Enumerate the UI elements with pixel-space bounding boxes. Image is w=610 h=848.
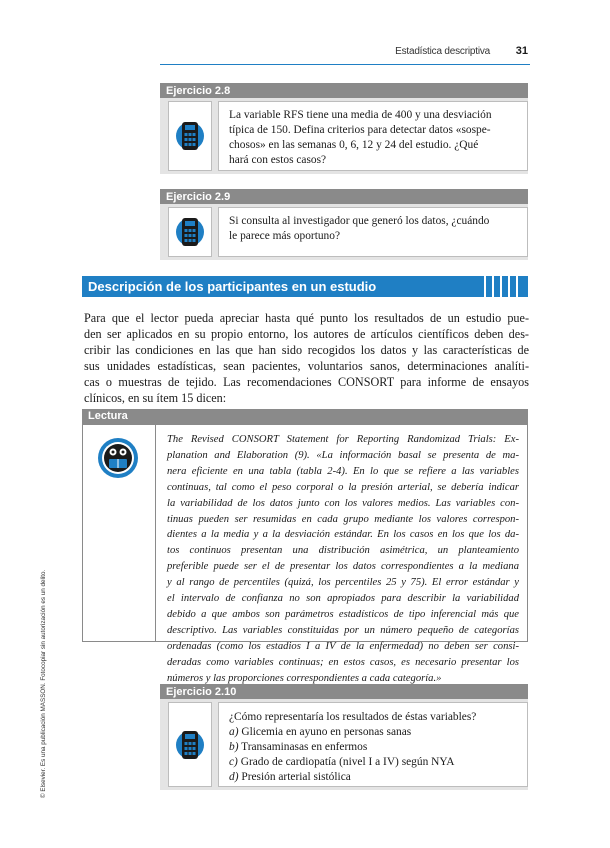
list-item xyxy=(229,740,519,755)
lectura-title: Lectura xyxy=(82,409,528,424)
body-line: clínicos, en su ítem 15 dicen: xyxy=(84,391,227,405)
exercise-2-9-line: Si consulta al investigador que generó los datos, ¿cuándo xyxy=(229,215,490,227)
exercise-2-9-icon-tile xyxy=(168,207,212,257)
lectura-line: tos continuos presentan una distribución asimétrica, un planteamiento xyxy=(167,545,519,557)
banner-stripes xyxy=(480,276,528,297)
exercise-2-9-line: le parece más oportuno? xyxy=(229,230,341,242)
exercise-2-8-line: La variable RFS tiene una media de 400 y una desviación xyxy=(229,109,492,121)
lectura-line: continuas, tal como el peso corporal o la presión arterial, se debería indicar xyxy=(167,481,519,493)
body-line: den ser aplicados en su propio entorno, los autores de artículos científicos deben des- xyxy=(84,327,529,341)
lectura-line: el intervalo de confianza no son apropiados para describir la variabilidad xyxy=(167,593,519,605)
exercise-2-10-text xyxy=(218,702,528,787)
exercise-2-8-title: Ejercicio 2.8 xyxy=(160,83,528,98)
lectura-line: planation and Elaboration (9). «La información basal se presenta de ma- xyxy=(167,449,519,461)
body-line: cas o muestras de tejido. Las recomendaciones CONSORT para informe de ensayos xyxy=(84,375,529,389)
exercise-2-8-icon-tile xyxy=(168,101,212,171)
lectura-line: números y las proporciones correspondientes a cada categoría.» xyxy=(167,672,442,684)
exercise-2-8-box xyxy=(160,98,528,174)
exercise-2-8-text xyxy=(218,101,528,171)
exercise-2-8-line: típica de 150. Defina criterios para detectar datos «sospe- xyxy=(229,124,491,136)
lectura-line: The Revised CONSORT Statement for Reporting Randomizad Trials: Ex- xyxy=(167,434,519,445)
calculator-icon xyxy=(175,116,205,156)
exercise-2-9-title: Ejercicio 2.9 xyxy=(160,189,528,204)
exercise-2-8-line: hará con estos casos? xyxy=(229,154,327,166)
section-title: Descripción de los participantes en un estudio xyxy=(88,279,377,294)
lectura-line: nera eficiente en una tabla (tabla 2-4). En lo que se refiere a las variables xyxy=(167,465,519,477)
body-line: sus unidades estadísticas, sean pacientes, voluntarios sanos, determinaciones analíti- xyxy=(84,359,529,373)
exercise-2-8-line: chosos» en las semanas 0, 6, 12 y 24 del estudio. ¿Qué xyxy=(229,139,479,151)
header-rule xyxy=(160,64,530,65)
list-item-letter: b) xyxy=(229,741,239,753)
exercise-2-10-title: Ejercicio 2.10 xyxy=(160,684,528,699)
calculator-icon xyxy=(175,725,205,765)
list-item-text: Presión arterial sistólica xyxy=(241,771,351,783)
body-line: Para que el lector pueda apreciar hasta qué punto los resultados de un estudio pue- xyxy=(84,311,529,325)
lectura-icon-wrap xyxy=(96,436,140,485)
lectura-line: preferible puede ser el de presentar los datos correspondientes a la mediana xyxy=(167,561,519,573)
lectura-line: ordenadas (como los estadios I a IV de la enfermedad) no deben ser consi- xyxy=(167,640,519,652)
running-header-section: Estadística descriptiva xyxy=(395,46,490,57)
section-banner xyxy=(82,276,528,297)
page-number: 31 xyxy=(515,45,528,57)
lectura-line: descriptivo. Las variables constituidas por un número pequeño de categorías xyxy=(167,624,519,636)
lectura-line: la variabilidad de los datos junto con los valores medios. Las variables con- xyxy=(167,497,519,509)
list-item-letter: d) xyxy=(229,771,239,783)
copyright-side-note: © Elsevier. Es una publicación MASSON. Fotocopiar sin autorización es un delito. xyxy=(40,569,47,798)
person-reading-icon xyxy=(96,436,140,480)
list-item-letter: c) xyxy=(229,756,238,768)
list-item-text: Glicemia en ayuno en personas sanas xyxy=(241,726,412,738)
running-header xyxy=(360,46,530,60)
exercise-2-9-text xyxy=(218,207,528,257)
list-item-text: Transaminasas en enfermos xyxy=(241,741,368,753)
lectura-line: y al rango de percentiles (quizá, los percentiles 25 y 75). El error estándar y xyxy=(167,577,519,589)
list-item xyxy=(229,755,519,770)
lectura-divider xyxy=(155,424,156,642)
calculator-icon xyxy=(175,212,205,252)
exercise-2-10-icon-tile xyxy=(168,702,212,787)
exercise-2-10-box xyxy=(160,699,528,790)
list-item-text: Grado de cardiopatía (nivel I a IV) según NYA xyxy=(240,756,455,768)
list-item xyxy=(229,725,519,740)
list-item xyxy=(229,770,519,785)
body-line: cribir las condiciones en las que han sido recogidos los datos y las características de xyxy=(84,343,529,357)
list-item-letter: a) xyxy=(229,726,239,738)
lectura-line: dientes a la media y a la desviación estándar. En los casos en los que los da- xyxy=(167,529,519,541)
exercise-2-10-question: ¿Cómo representaría los resultados de éstas variables? xyxy=(229,711,477,723)
lectura-line: debido a que ambos son parámetros estadísticos de tipo inferencial más que xyxy=(167,608,519,620)
exercise-2-9-box xyxy=(160,204,528,260)
body-paragraph xyxy=(84,310,529,406)
lectura-line: tinuas pueden ser resumidas en cada grupo mediante los valores correspon- xyxy=(167,513,519,525)
lectura-line: deradas como variables continuas; en estos casos, es necesario presentar los xyxy=(167,656,519,668)
lectura-text xyxy=(167,432,519,687)
